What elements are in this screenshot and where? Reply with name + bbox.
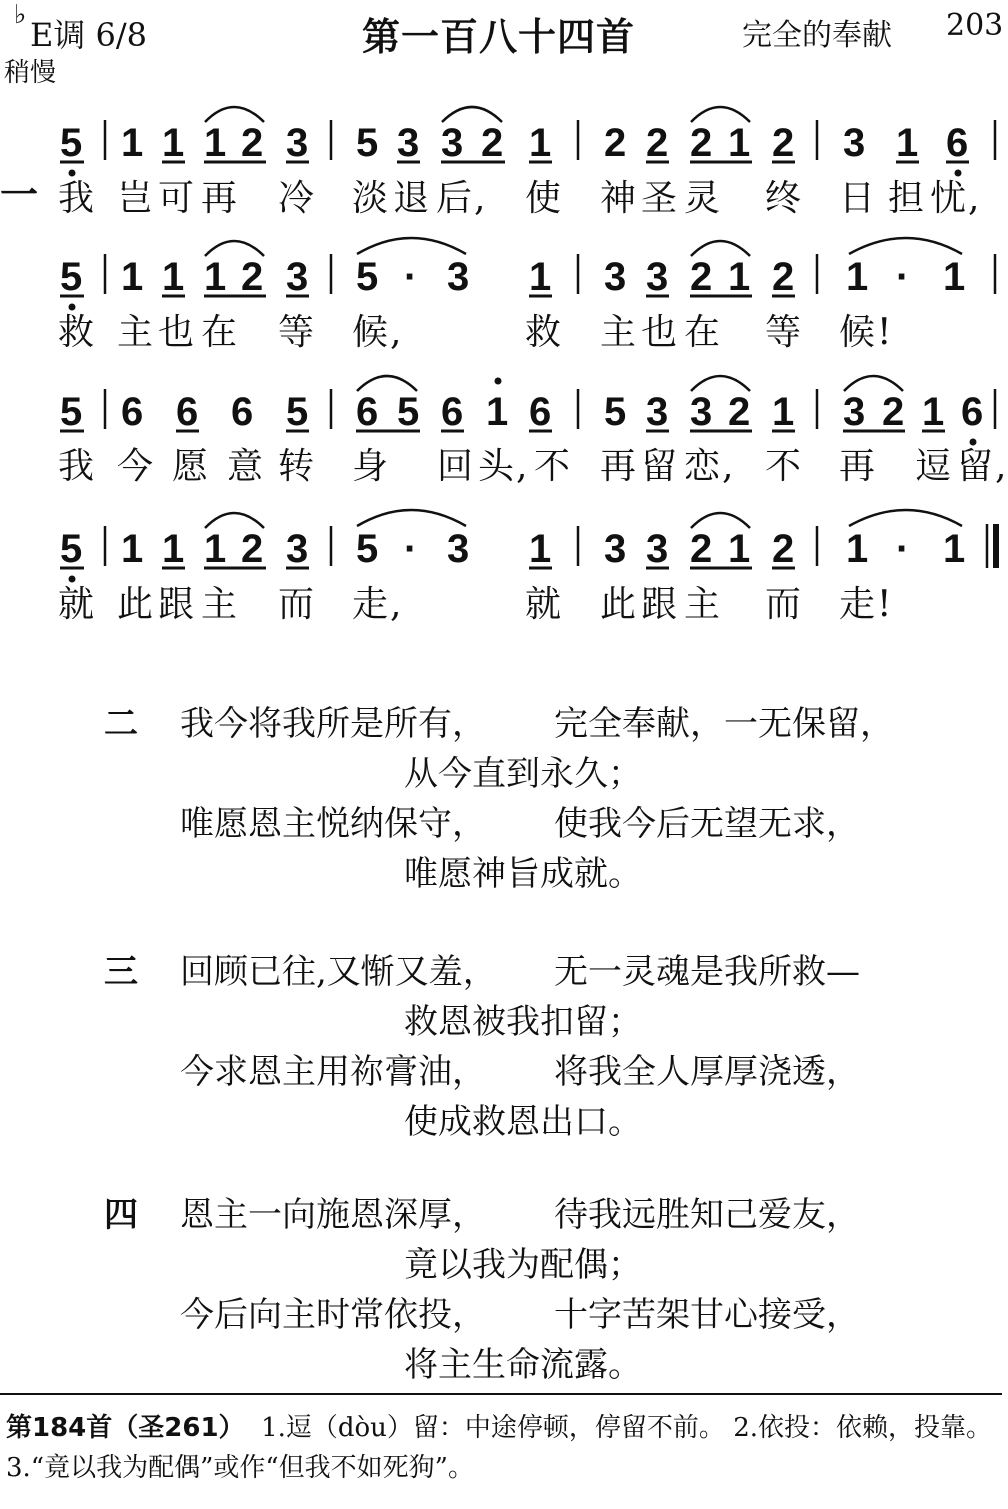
svg-text:·: · — [896, 255, 910, 299]
svg-text:而: 而 — [278, 584, 317, 625]
svg-text:不: 不 — [534, 446, 573, 487]
key-signature: E调 6/8 — [30, 16, 148, 54]
svg-text:3: 3 — [604, 527, 627, 571]
svg-text:愿: 愿 — [172, 446, 211, 487]
svg-text:2: 2 — [690, 527, 713, 571]
svg-text:3: 3 — [286, 121, 309, 165]
svg-text:1: 1 — [121, 527, 144, 571]
svg-text:3: 3 — [447, 527, 470, 571]
stanza-line: 唯愿恩主悦纳保守， — [180, 804, 486, 844]
svg-text:而: 而 — [765, 584, 804, 625]
svg-text:就: 就 — [58, 584, 97, 625]
svg-text:1: 1 — [943, 255, 966, 299]
svg-text:回: 回 — [437, 446, 476, 487]
svg-text:退: 退 — [393, 178, 432, 219]
notes-line-3 — [60, 390, 983, 434]
hymn-title: 第一百八十四首 — [362, 15, 636, 59]
svg-text:圣: 圣 — [641, 178, 680, 219]
svg-text:岂: 岂 — [117, 178, 156, 219]
svg-text:忧,: 忧, — [930, 178, 982, 219]
svg-text:5: 5 — [604, 390, 627, 434]
svg-text:6: 6 — [529, 390, 552, 434]
svg-text:1: 1 — [943, 527, 966, 571]
svg-text:1: 1 — [529, 121, 552, 165]
svg-text:此: 此 — [600, 584, 639, 625]
svg-text:2: 2 — [728, 390, 751, 434]
stanza-line: 救恩被我扣留； — [404, 1002, 642, 1042]
svg-text:2: 2 — [241, 121, 264, 165]
svg-text:转: 转 — [278, 446, 317, 487]
svg-text:1: 1 — [772, 390, 795, 434]
svg-text:·: · — [896, 527, 910, 571]
svg-text:6: 6 — [121, 390, 144, 434]
stanza-number: 四 — [104, 1195, 138, 1235]
svg-text:5: 5 — [356, 527, 379, 571]
page-number: 203 — [946, 8, 1004, 43]
svg-text:2: 2 — [481, 121, 504, 165]
svg-text:1: 1 — [846, 527, 869, 571]
svg-text:冷: 冷 — [278, 178, 317, 219]
svg-text:再: 再 — [839, 446, 878, 487]
svg-text:1: 1 — [121, 255, 144, 299]
svg-text:5: 5 — [60, 527, 83, 571]
stanza-line: 使我今后无望无求， — [554, 804, 860, 844]
svg-text:2: 2 — [690, 121, 713, 165]
footnote-text: 1.逗（dòu）留：中途停顿，停留不前。 2.依投：依赖，投靠。 3.“竟以我为配偶”或作“但我不如死狗”。 — [6, 1413, 992, 1483]
svg-text:救: 救 — [525, 312, 564, 353]
svg-text:6: 6 — [946, 121, 969, 165]
svg-text:1: 1 — [896, 121, 919, 165]
svg-text:1: 1 — [922, 390, 945, 434]
svg-text:·: · — [404, 255, 418, 299]
svg-text:6: 6 — [441, 390, 464, 434]
svg-text:我: 我 — [58, 446, 97, 487]
svg-text:主: 主 — [600, 312, 639, 353]
stanza-line: 回顾已往,又惭又羞， — [180, 952, 497, 992]
svg-text:5: 5 — [356, 255, 379, 299]
dots-line-2 — [69, 304, 76, 311]
svg-text:3: 3 — [286, 255, 309, 299]
svg-text:1: 1 — [162, 527, 185, 571]
svg-text:6: 6 — [356, 390, 379, 434]
svg-text:使: 使 — [525, 178, 564, 219]
svg-text:3: 3 — [646, 390, 669, 434]
svg-text:也: 也 — [641, 312, 680, 353]
stanza-line: 今后向主时常依投， — [180, 1295, 486, 1335]
svg-text:6: 6 — [231, 390, 254, 434]
svg-text:头,: 头, — [478, 446, 530, 487]
slurs-line-2 — [205, 238, 962, 256]
stanza-line: 将主生命流露。 — [404, 1345, 642, 1385]
svg-text:主: 主 — [684, 584, 723, 625]
stanza-line: 将我全人厚厚浇透， — [554, 1052, 860, 1092]
svg-text:担: 担 — [888, 178, 927, 219]
hymn-subtitle: 完全的奉献 — [742, 18, 892, 53]
stanza-line: 今求恩主用祢膏油， — [180, 1052, 486, 1092]
svg-text:跟: 跟 — [641, 584, 680, 625]
svg-text:1: 1 — [728, 527, 751, 571]
svg-text:淡: 淡 — [352, 178, 391, 219]
svg-text:候!: 候! — [839, 312, 894, 353]
svg-text:1: 1 — [162, 255, 185, 299]
flat-sign: ♭ — [14, 0, 27, 30]
svg-text:跟: 跟 — [158, 584, 197, 625]
svg-text:此: 此 — [117, 584, 156, 625]
svg-text:1: 1 — [162, 121, 185, 165]
footnote-label: 第184首（圣261） — [6, 1413, 245, 1443]
svg-text:3: 3 — [397, 121, 420, 165]
svg-text:主: 主 — [117, 312, 156, 353]
svg-text:·: · — [404, 527, 418, 571]
dots-line-4 — [69, 576, 76, 583]
svg-text:可: 可 — [158, 178, 197, 219]
svg-text:逗: 逗 — [915, 446, 954, 487]
score-line-2 — [58, 238, 995, 353]
svg-text:2: 2 — [690, 255, 713, 299]
svg-text:留: 留 — [641, 446, 680, 487]
stanza-line: 十字苦架甘心接受， — [554, 1295, 860, 1335]
svg-text:5: 5 — [60, 121, 83, 165]
svg-text:再: 再 — [201, 178, 240, 219]
lyrics-line-3 — [58, 446, 1008, 487]
footer-divider — [0, 1393, 1002, 1395]
svg-text:等: 等 — [278, 312, 317, 353]
svg-text:我: 我 — [58, 178, 97, 219]
svg-text:候,: 候, — [352, 312, 404, 353]
svg-text:神: 神 — [600, 178, 639, 219]
svg-text:5: 5 — [60, 255, 83, 299]
svg-text:3: 3 — [447, 255, 470, 299]
svg-text:5: 5 — [356, 121, 379, 165]
svg-text:1: 1 — [728, 255, 751, 299]
svg-text:3: 3 — [690, 390, 713, 434]
svg-text:1: 1 — [486, 390, 509, 434]
svg-text:主: 主 — [201, 584, 240, 625]
stanza-line: 我今将我所是所有， — [180, 704, 486, 744]
svg-text:5: 5 — [60, 390, 83, 434]
svg-text:3: 3 — [646, 527, 669, 571]
score-line-4 — [58, 510, 996, 625]
verse-number: 一 — [0, 173, 39, 217]
svg-text:灵: 灵 — [684, 178, 723, 219]
slurs-line-4 — [205, 510, 962, 528]
slurs-line-1 — [205, 107, 750, 122]
final-barline — [987, 524, 996, 568]
slurs-line-3 — [357, 376, 903, 391]
stanza-line: 无一灵魂是我所救— — [554, 952, 860, 992]
svg-text:1: 1 — [204, 527, 227, 571]
svg-text:6: 6 — [961, 390, 984, 434]
svg-text:5: 5 — [397, 390, 420, 434]
notes-line-4 — [60, 527, 965, 571]
stanza-number: 二 — [104, 704, 138, 744]
svg-text:3: 3 — [604, 255, 627, 299]
svg-text:1: 1 — [846, 255, 869, 299]
lyrics-line-4 — [58, 584, 893, 625]
lyrics-line-1 — [58, 178, 981, 219]
svg-text:也: 也 — [158, 312, 197, 353]
svg-text:终: 终 — [765, 178, 804, 219]
svg-text:3: 3 — [286, 527, 309, 571]
svg-text:留,: 留, — [957, 446, 1008, 487]
svg-text:日: 日 — [839, 178, 878, 219]
svg-text:3: 3 — [646, 255, 669, 299]
svg-text:恋,: 恋, — [684, 446, 736, 487]
notes-line-1 — [60, 121, 968, 165]
svg-text:2: 2 — [772, 527, 795, 571]
svg-text:3: 3 — [843, 121, 866, 165]
svg-text:2: 2 — [241, 527, 264, 571]
svg-text:在: 在 — [684, 312, 723, 353]
svg-text:3: 3 — [843, 390, 866, 434]
stanza-line: 竟以我为配偶； — [404, 1245, 642, 1285]
svg-text:6: 6 — [176, 390, 199, 434]
score-line-3 — [58, 376, 1008, 487]
svg-text:5: 5 — [286, 390, 309, 434]
tempo-marking: 稍慢 — [4, 58, 57, 88]
svg-text:1: 1 — [121, 121, 144, 165]
notes-line-2 — [60, 255, 965, 299]
dots-line-1 — [69, 170, 962, 177]
svg-text:救: 救 — [58, 312, 97, 353]
score-line-1 — [58, 107, 995, 219]
svg-text:1: 1 — [529, 527, 552, 571]
svg-text:身: 身 — [352, 446, 391, 487]
stanza-line: 唯愿神旨成就。 — [404, 854, 642, 894]
svg-text:2: 2 — [772, 255, 795, 299]
svg-text:今: 今 — [117, 446, 156, 487]
svg-text:3: 3 — [441, 121, 464, 165]
stanza-line: 从今直到永久； — [404, 754, 642, 794]
svg-text:后,: 后, — [436, 178, 488, 219]
svg-text:2: 2 — [646, 121, 669, 165]
svg-text:在: 在 — [201, 312, 240, 353]
footnote — [6, 1408, 1001, 1488]
svg-text:1: 1 — [529, 255, 552, 299]
svg-text:不: 不 — [765, 446, 804, 487]
svg-text:2: 2 — [604, 121, 627, 165]
svg-text:走!: 走! — [839, 584, 894, 625]
svg-text:1: 1 — [204, 255, 227, 299]
stanza-line: 恩主一向施恩深厚， — [180, 1195, 486, 1235]
svg-text:就: 就 — [525, 584, 564, 625]
jianpu-score — [0, 0, 1008, 640]
stanza-number: 三 — [104, 952, 138, 992]
svg-text:2: 2 — [772, 121, 795, 165]
stanza-line: 完全奉献，一无保留， — [554, 704, 894, 744]
stanza-line: 待我远胜知己爱友， — [554, 1195, 860, 1235]
svg-text:意: 意 — [227, 446, 266, 487]
svg-text:2: 2 — [882, 390, 905, 434]
svg-text:1: 1 — [204, 121, 227, 165]
svg-text:等: 等 — [765, 312, 804, 353]
svg-text:1: 1 — [728, 121, 751, 165]
stanza-line: 使成救恩出口。 — [404, 1102, 642, 1142]
svg-text:再: 再 — [600, 446, 639, 487]
svg-text:走,: 走, — [352, 584, 404, 625]
svg-text:2: 2 — [241, 255, 264, 299]
lyrics-line-2 — [58, 312, 893, 353]
